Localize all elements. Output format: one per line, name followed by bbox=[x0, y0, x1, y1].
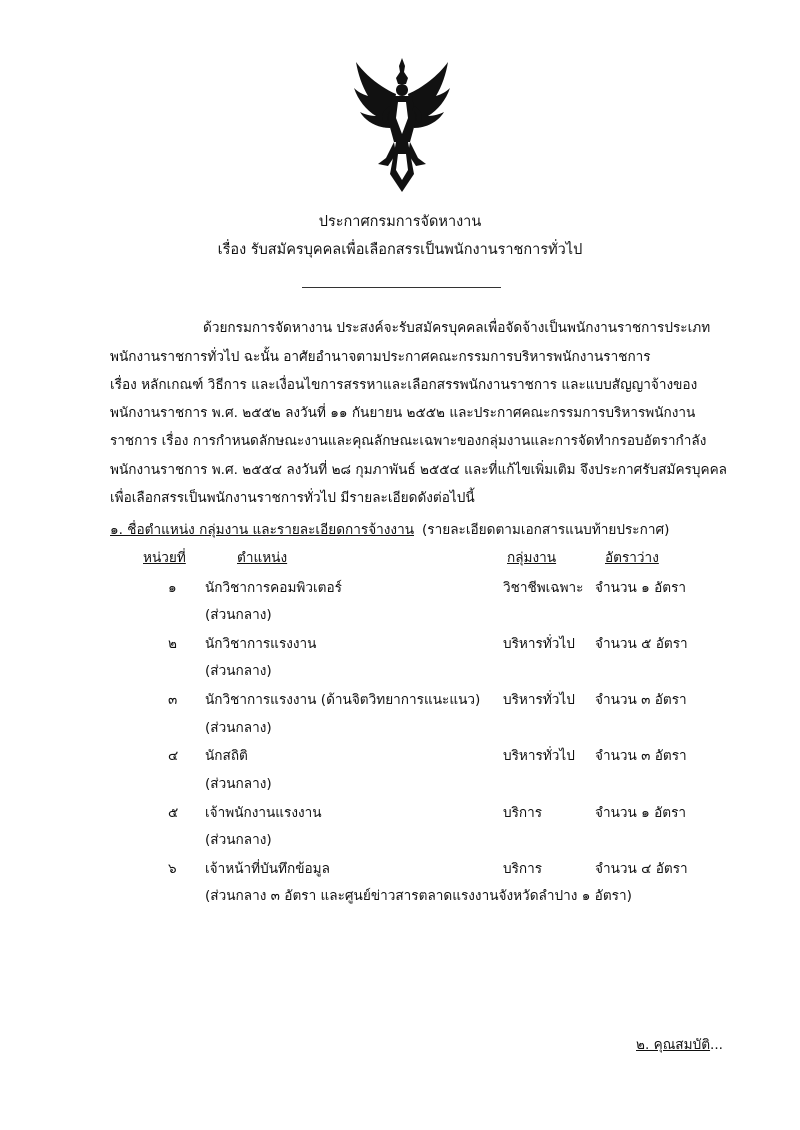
next-section-label: ๒. คุณสมบัติ bbox=[636, 1037, 711, 1053]
intro-line: ด้วยกรมการจัดหางาน ประสงค์จะรับสมัครบุคคลเพื่อจัดจ้างเป็นพนักงานราชการประเภท bbox=[203, 320, 711, 336]
row-group: บริหารทั่วไป bbox=[503, 748, 575, 764]
row-position: เจ้าพนักงานแรงงาน bbox=[205, 805, 322, 821]
row-unit: ๒ bbox=[168, 636, 177, 652]
row-unit: ๔ bbox=[168, 748, 179, 764]
row-office: (ส่วนกลาง) bbox=[205, 776, 272, 792]
next-section-ellipsis: ... bbox=[710, 1037, 723, 1053]
row-group: บริการ bbox=[503, 805, 543, 821]
next-page-cue bbox=[636, 1035, 723, 1055]
section-1-note: (รายละเอียดตามเอกสารแนบท้ายประกาศ) bbox=[422, 522, 670, 538]
row-vacancy: จำนวน ๓ อัตรา bbox=[595, 692, 687, 708]
row-office: (ส่วนกลาง ๓ อัตรา และศูนย์ข่าวสารตลาดแรงงานจังหวัดลำปาง ๑ อัตรา) bbox=[205, 888, 632, 904]
section-1-title: ๑. ชื่อตำแหน่ง กลุ่มงาน และรายละเอียดการจ้างงาน bbox=[110, 522, 414, 538]
row-vacancy: จำนวน ๕ อัตรา bbox=[595, 636, 688, 652]
row-group: บริการ bbox=[503, 861, 543, 877]
row-position: นักวิชาการคอมพิวเตอร์ bbox=[205, 580, 342, 596]
row-vacancy: จำนวน ๑ อัตรา bbox=[595, 580, 687, 596]
intro-line: เพื่อเลือกสรรเป็นพนักงานราชการทั่วไป มีรายละเอียดดังต่อไปนี้ bbox=[110, 490, 475, 506]
row-office: (ส่วนกลาง) bbox=[205, 832, 272, 848]
header-unit: หน่วยที่ bbox=[143, 550, 186, 566]
row-position: นักวิชาการแรงงาน (ด้านจิตวิทยาการแนะแนว) bbox=[205, 692, 481, 708]
intro-line: พนักงานราชการ พ.ศ. ๒๕๕๔ ลงวันที่ ๒๘ กุมภาพันธ์ ๒๕๕๔ และที่แก้ไขเพิ่มเติม จึงประกาศรับสมัครบุคคล bbox=[110, 462, 727, 478]
row-unit: ๑ bbox=[168, 580, 177, 596]
row-office: (ส่วนกลาง) bbox=[205, 607, 272, 623]
title-divider bbox=[302, 287, 501, 288]
header-position: ตำแหน่ง bbox=[237, 550, 288, 566]
announcement-title: ประกาศกรมการจัดหางาน bbox=[318, 214, 482, 230]
row-position: นักวิชาการแรงงาน bbox=[205, 636, 317, 652]
intro-line: เรื่อง หลักเกณฑ์ วิธีการ และเงื่อนไขการสรรหาและเลือกสรรพนักงานราชการ และแบบสัญญาจ้างของ bbox=[110, 377, 698, 393]
header-group: กลุ่มงาน bbox=[507, 550, 557, 566]
row-position: นักสถิติ bbox=[205, 748, 248, 764]
row-group: บริหารทั่วไป bbox=[503, 636, 575, 652]
intro-line: ราชการ เรื่อง การกำหนดลักษณะงานและคุณลักษณะเฉพาะของกลุ่มงานและการจัดทำกรอบอัตรากำลัง bbox=[110, 433, 707, 449]
row-unit: ๕ bbox=[168, 805, 179, 821]
garuda-emblem-icon bbox=[352, 58, 452, 192]
row-vacancy: จำนวน ๓ อัตรา bbox=[595, 748, 687, 764]
row-vacancy: จำนวน ๑ อัตรา bbox=[595, 805, 687, 821]
announcement-subject: เรื่อง รับสมัครบุคคลเพื่อเลือกสรรเป็นพนักงานราชการทั่วไป bbox=[217, 242, 583, 258]
row-group: บริหารทั่วไป bbox=[503, 692, 575, 708]
row-office: (ส่วนกลาง) bbox=[205, 720, 272, 736]
intro-line: พนักงานราชการ พ.ศ. ๒๕๕๒ ลงวันที่ ๑๑ กันยายน ๒๕๕๒ และประกาศคณะกรรมการบริหารพนักงาน bbox=[110, 405, 696, 421]
row-unit: ๖ bbox=[168, 861, 177, 877]
header-vacancy: อัตราว่าง bbox=[605, 550, 659, 566]
row-office: (ส่วนกลาง) bbox=[205, 663, 272, 679]
intro-line: พนักงานราชการทั่วไป ฉะนั้น อาศัยอำนาจตามประกาศคณะกรรมการบริหารพนักงานราชการ bbox=[110, 349, 651, 365]
row-group: วิชาชีพเฉพาะ bbox=[503, 580, 584, 596]
row-vacancy: จำนวน ๔ อัตรา bbox=[595, 861, 688, 877]
row-position: เจ้าหน้าที่บันทึกข้อมูล bbox=[205, 861, 330, 877]
section-1-heading bbox=[110, 520, 669, 540]
row-unit: ๓ bbox=[168, 692, 178, 708]
